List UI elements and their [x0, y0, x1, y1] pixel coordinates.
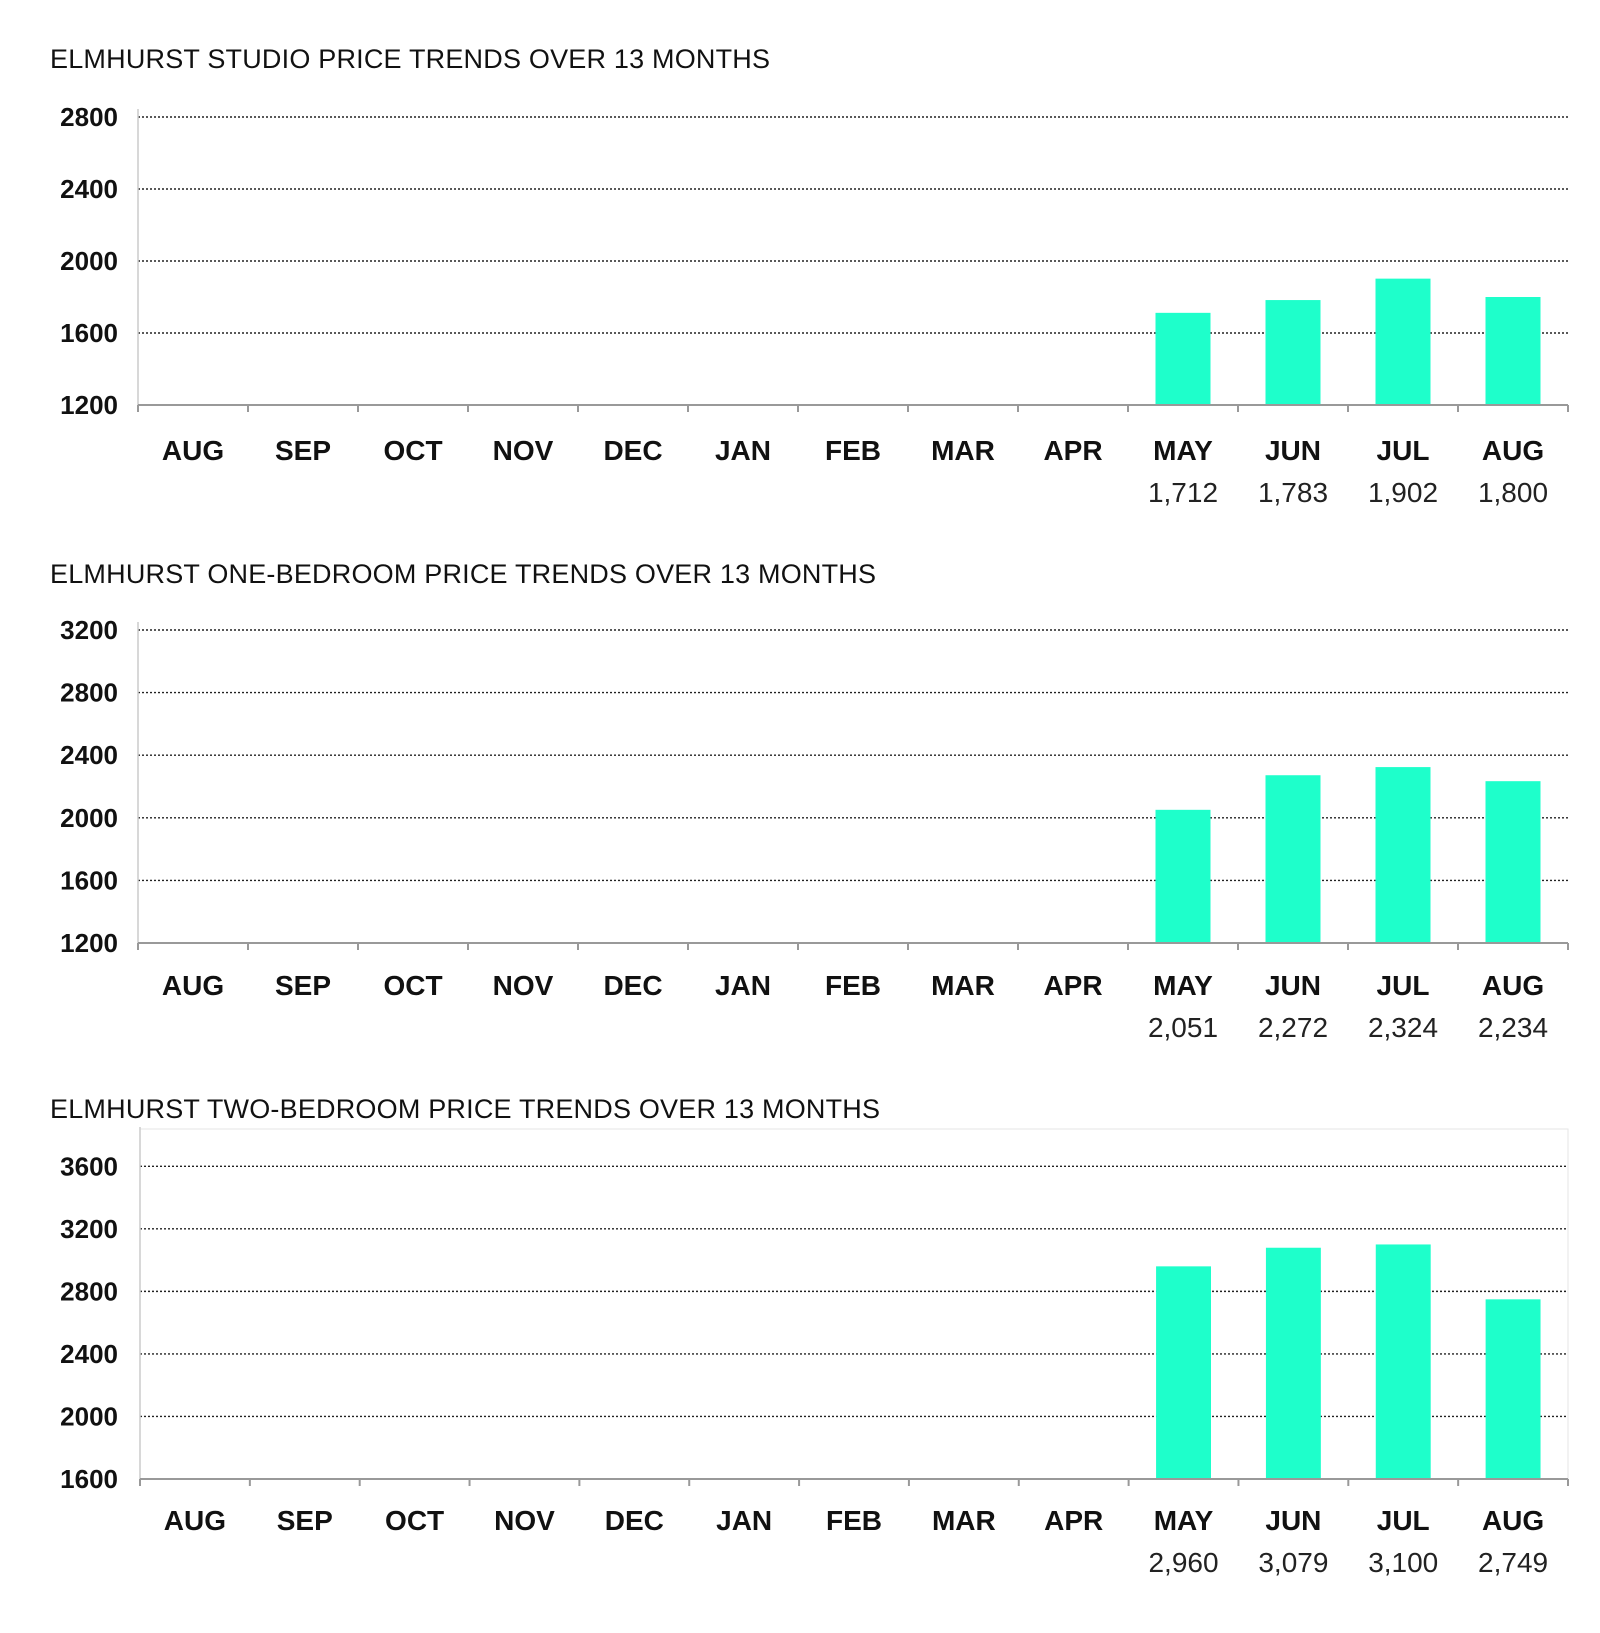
x-tick-label: SEP [274, 435, 332, 466]
data-label: 2,324 [1367, 1012, 1439, 1043]
data-label: 2,051 [1147, 1012, 1219, 1043]
x-tick-label: MAR [931, 435, 995, 466]
y-tick-label: 2800 [60, 102, 118, 132]
y-tick-label: 1600 [60, 865, 118, 896]
x-tick-label: AUG [161, 435, 225, 466]
data-label: 2,234 [1477, 1012, 1549, 1043]
x-tick-label: MAR [931, 1505, 996, 1536]
chart-title: ELMHURST TWO-BEDROOM PRICE TRENDS OVER 13 MONTHS [50, 1094, 881, 1124]
data-label: 1,800 [1477, 477, 1549, 508]
y-tick-label: 1200 [60, 390, 118, 420]
x-tick-label: DEC [603, 435, 663, 466]
x-tick-label: JUN [1264, 970, 1322, 1001]
y-tick-label: 3600 [60, 1151, 118, 1182]
bar [1486, 1299, 1541, 1479]
x-tick-label: DEC [604, 1505, 664, 1536]
x-tick-label: OCT [385, 1505, 445, 1536]
x-tick-label: DEC [603, 970, 663, 1001]
x-tick-label: MAY [1153, 435, 1213, 466]
x-tick-label: JUN [1265, 1505, 1322, 1536]
x-tick-label: JAN [716, 1505, 773, 1536]
x-tick-label: MAR [931, 970, 995, 1001]
y-tick-label: 3200 [60, 615, 118, 645]
x-tick-label: NOV [494, 1505, 555, 1536]
x-tick-label: JAN [714, 970, 772, 1001]
x-tick-label: APR [1043, 435, 1103, 466]
x-tick-label: JUL [1376, 435, 1430, 466]
y-tick-label: 3200 [60, 1213, 118, 1244]
data-label: 3,079 [1258, 1547, 1329, 1578]
x-tick-label: SEP [274, 970, 332, 1001]
x-tick-label: FEB [825, 435, 881, 466]
data-label: 2,749 [1478, 1547, 1549, 1578]
x-tick-label: NOV [492, 435, 554, 466]
x-tick-label: APR [1043, 970, 1103, 1001]
x-tick-label: AUG [1481, 970, 1545, 1001]
y-tick-label: 1200 [60, 928, 118, 958]
plot-frame [140, 1129, 1568, 1479]
y-tick-label: 2400 [60, 1338, 118, 1369]
x-tick-label: JUL [1376, 970, 1430, 1001]
chart-title: ELMHURST STUDIO PRICE TRENDS OVER 13 MONTHS [50, 44, 771, 74]
y-tick-label: 1600 [60, 1464, 118, 1494]
y-tick-label: 2400 [60, 740, 118, 771]
x-tick-label: AUG [1481, 1505, 1545, 1536]
y-tick-label: 2000 [60, 802, 118, 833]
data-label: 1,712 [1147, 477, 1219, 508]
x-tick-label: OCT [383, 435, 443, 466]
bar [1156, 1266, 1211, 1479]
y-tick-label: 2800 [60, 677, 118, 708]
x-tick-label: SEP [276, 1505, 333, 1536]
data-label: 1,902 [1367, 477, 1439, 508]
y-tick-label: 1600 [60, 318, 118, 348]
x-tick-label: FEB [826, 1505, 882, 1536]
x-tick-label: FEB [825, 970, 881, 1001]
y-tick-label: 2400 [60, 174, 118, 204]
data-label: 3,100 [1368, 1547, 1439, 1578]
x-tick-label: NOV [492, 970, 554, 1001]
data-label: 2,272 [1257, 1012, 1329, 1043]
y-tick-label: 2800 [60, 1276, 118, 1307]
x-tick-label: AUG [1481, 435, 1545, 466]
chart-title: ELMHURST ONE-BEDROOM PRICE TRENDS OVER 13 MONTHS [50, 559, 877, 589]
x-tick-label: MAY [1153, 1505, 1214, 1536]
bar [1266, 1248, 1321, 1479]
x-tick-label: JUL [1376, 1505, 1430, 1536]
y-tick-label: 2000 [60, 246, 118, 276]
x-tick-label: AUG [163, 1505, 227, 1536]
bar [1376, 1244, 1431, 1479]
x-tick-label: APR [1044, 1505, 1104, 1536]
y-tick-label: 2000 [60, 1401, 118, 1432]
x-tick-label: MAY [1153, 970, 1213, 1001]
x-tick-label: JAN [714, 435, 772, 466]
data-label: 2,960 [1148, 1547, 1219, 1578]
x-tick-label: OCT [383, 970, 443, 1001]
x-tick-label: JUN [1264, 435, 1322, 466]
x-tick-label: AUG [161, 970, 225, 1001]
data-label: 1,783 [1257, 477, 1329, 508]
